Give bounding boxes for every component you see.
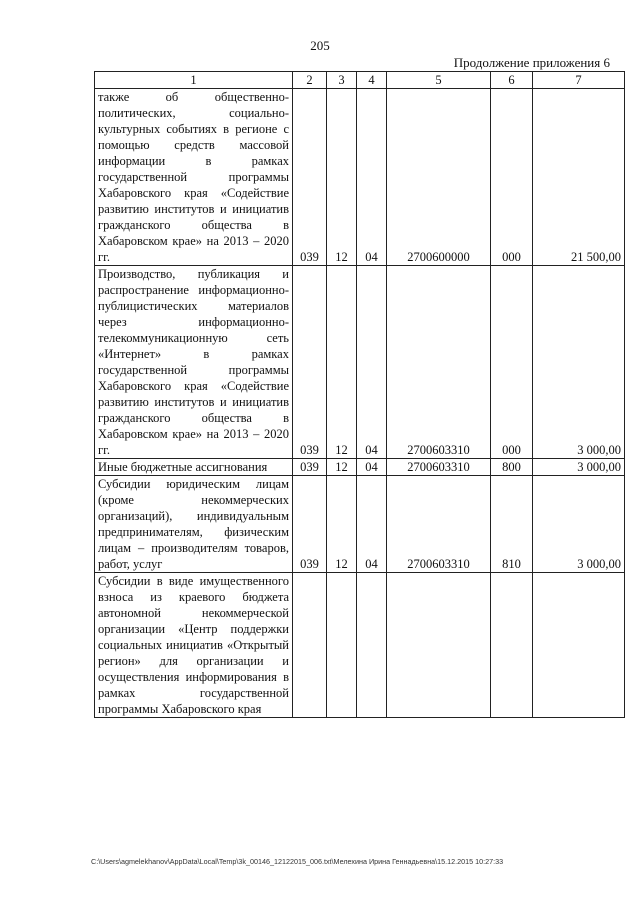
ministry-code: 039 <box>293 89 327 266</box>
column-header: 2 <box>293 72 327 89</box>
budget-table <box>94 71 625 718</box>
column-header: 1 <box>95 72 293 89</box>
section-code: 12 <box>327 459 357 476</box>
row-description: Иные бюджетные ассигнования <box>95 459 293 476</box>
target-article-code: 2700600000 <box>387 89 491 266</box>
expense-type-code: 000 <box>491 89 533 266</box>
target-article-code <box>387 573 491 718</box>
section-code <box>327 573 357 718</box>
table-row <box>95 89 625 266</box>
ministry-code: 039 <box>293 459 327 476</box>
ministry-code: 039 <box>293 476 327 573</box>
subsection-code: 04 <box>357 459 387 476</box>
expense-type-code: 000 <box>491 266 533 459</box>
subsection-code: 04 <box>357 266 387 459</box>
section-code: 12 <box>327 89 357 266</box>
target-article-code: 2700603310 <box>387 266 491 459</box>
expense-type-code: 800 <box>491 459 533 476</box>
row-description: Субсидии юридическим лицам (кроме некоммерческих организаций), индивидуальным предпринимателям, физическим лицам – производителям товаров, работ, услуг <box>95 476 293 573</box>
section-code: 12 <box>327 266 357 459</box>
column-header: 7 <box>533 72 625 89</box>
table-row <box>95 459 625 476</box>
subsection-code <box>357 573 387 718</box>
column-number-header-row <box>95 72 625 89</box>
row-description: также об общественно-политических, социально-культурных событиях в регионе с помощью средств массовой информации в рамках государственной программы Хабаровского края «Содействие развитию институтов и инициатив гражданского общества в Хабаровском крае» на 2013 – 2020 гг. <box>95 89 293 266</box>
column-header: 5 <box>387 72 491 89</box>
table-row <box>95 573 625 718</box>
amount: 3 000,00 <box>533 266 625 459</box>
table-row <box>95 266 625 459</box>
ministry-code <box>293 573 327 718</box>
target-article-code: 2700603310 <box>387 476 491 573</box>
table-row <box>95 476 625 573</box>
page-number: 205 <box>310 38 330 53</box>
column-header: 4 <box>357 72 387 89</box>
subsection-code: 04 <box>357 476 387 573</box>
ministry-code: 039 <box>293 266 327 459</box>
row-description: Субсидии в виде имущественного взноса из краевого бюджета автономной некоммерческой организации «Центр поддержки социальных инициатив «Открытый регион» для организации и осуществления информирования в рамках государственной программы Хабаровского края <box>95 573 293 718</box>
appendix-continuation-note: Продолжение приложения 6 <box>453 55 610 70</box>
amount: 3 000,00 <box>533 476 625 573</box>
row-description: Производство, публикация и распространение информационно-публицистических материалов через информационно-телекоммуникационную сеть «Интернет» в рамках государственной программы Хабаровского края «Содействие развитию институтов и инициатив гражданского общества в Хабаровском крае» на 2013 – 2020 гг. <box>95 266 293 459</box>
column-header: 6 <box>491 72 533 89</box>
footer-file-path: C:\Users\agmelekhanov\AppData\Local\Temp\3k_00146_12122015_006.txt\Мелехина Ирина Геннадьевна\15.12.2015 10:27:33 <box>91 857 504 866</box>
amount <box>533 573 625 718</box>
expense-type-code: 810 <box>491 476 533 573</box>
amount: 3 000,00 <box>533 459 625 476</box>
target-article-code: 2700603310 <box>387 459 491 476</box>
section-code: 12 <box>327 476 357 573</box>
amount: 21 500,00 <box>533 89 625 266</box>
subsection-code: 04 <box>357 89 387 266</box>
column-header: 3 <box>327 72 357 89</box>
expense-type-code <box>491 573 533 718</box>
